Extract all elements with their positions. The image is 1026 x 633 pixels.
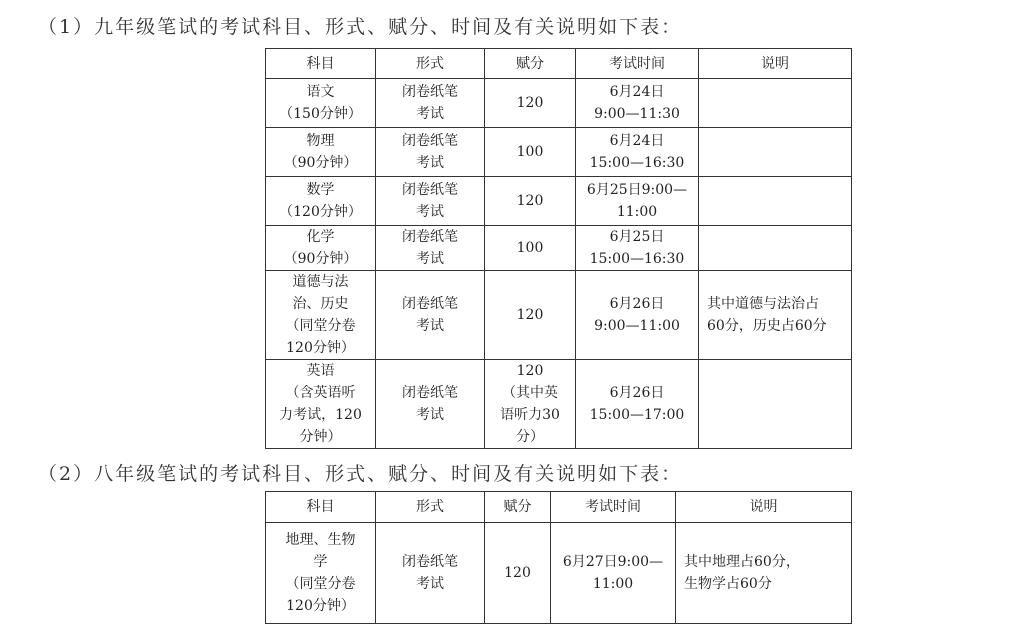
subject-cell-text: 120分钟） [286,340,355,356]
subject-cell-text: 物理 [306,133,335,149]
table-row [266,523,852,624]
header-time: 考试时间 [551,492,676,523]
time-cell-text: 6月24日 [609,133,665,149]
score-cell-text: 语听力30 [500,407,560,423]
time-cell [576,226,699,271]
time-cell-text: 6月25日 [609,229,665,245]
subject-cell-text: 力考试，120 [279,407,362,423]
score-cell-text: 120 [516,363,544,379]
table-row [266,177,852,226]
grade8-exam-table [265,491,852,624]
table-header-row [266,49,852,79]
note-cell-text: 生物学占60分 [684,576,772,592]
header-score: 赋分 [485,492,551,523]
time-cell-text: 9:00—11:00 [594,318,680,334]
header-subject: 科目 [266,492,376,523]
grade9-exam-table [265,48,852,449]
subject-cell-text: （同堂分卷 [285,576,356,592]
subject-cell-text: （120分钟） [279,204,362,220]
note-cell [699,79,852,128]
score-cell [485,79,576,128]
note-cell-text: 其中地理占60分， [684,554,800,570]
score-cell-text: 120 [516,307,544,323]
header-time: 考试时间 [576,49,699,79]
score-cell-text: 120 [516,193,544,209]
subject-cell [266,128,376,177]
time-cell [576,79,699,128]
subject-cell [266,271,376,360]
format-cell-text: 闭卷纸笔 [402,182,458,198]
subject-cell-text: 分钟） [299,429,342,445]
time-cell [551,523,676,624]
time-cell-text: 6月26日 [609,296,665,312]
subject-cell-text: （90分钟） [283,155,358,171]
time-cell [576,128,699,177]
table-row [266,360,852,449]
score-cell [485,128,576,177]
note-cell [699,128,852,177]
subject-cell-text: （同堂分卷 [285,318,356,334]
time-cell [576,271,699,360]
format-cell-text: 考试 [416,407,444,423]
time-cell-text: 11:00 [592,576,634,592]
format-cell-text: 闭卷纸笔 [402,84,458,100]
score-cell [485,523,551,624]
format-cell-text: 闭卷纸笔 [402,133,458,149]
note-cell [699,226,852,271]
format-cell-text: 闭卷纸笔 [402,554,458,570]
score-cell [485,271,576,360]
score-cell-text: 分） [516,429,544,445]
subject-cell-text: 英语 [306,363,335,379]
score-cell-text: 120 [504,565,531,581]
time-cell-text: 6月24日 [609,84,665,100]
format-cell-text: 考试 [416,106,444,122]
subject-cell [266,226,376,271]
score-cell-text: （其中英 [502,385,558,401]
note-cell [676,523,852,624]
note-cell [699,360,852,449]
format-cell [376,226,485,271]
table-row [266,79,852,128]
note-cell-text: 60分，历史占60分 [707,318,827,334]
format-cell [376,128,485,177]
time-cell-text: 15:00—16:30 [589,251,685,267]
subject-cell-text: （含英语听 [285,385,356,401]
header-score: 赋分 [485,49,576,79]
format-cell-text: 考试 [416,318,444,334]
header-subject: 科目 [266,49,376,79]
format-cell [376,360,485,449]
time-cell-text: 6月27日9:00— [562,554,664,570]
subject-cell-text: 语文 [306,84,335,100]
table-row [266,128,852,177]
time-cell-text: 11:00 [616,204,658,220]
subject-cell-text: 化学 [306,229,335,245]
format-cell-text: 考试 [416,576,444,592]
note-cell [699,177,852,226]
format-cell-text: 考试 [416,155,444,171]
time-cell [576,177,699,226]
score-cell [485,226,576,271]
subject-cell-text: （90分钟） [283,251,358,267]
format-cell-text: 闭卷纸笔 [402,296,458,312]
note-cell [699,271,852,360]
section1-heading: （1）九年级笔试的考试科目、形式、赋分、时间及有关说明如下表： [38,16,683,38]
time-cell-text: 6月25日9:00— [586,182,688,198]
table-row [266,271,852,360]
subject-cell [266,360,376,449]
time-cell-text: 6月26日 [609,385,665,401]
format-cell-text: 闭卷纸笔 [402,229,458,245]
header-note: 说明 [699,49,852,79]
score-cell [485,360,576,449]
subject-cell-text: 学 [313,554,328,570]
score-cell [485,177,576,226]
header-format: 形式 [376,49,485,79]
time-cell-text: 15:00—16:30 [589,155,685,171]
format-cell [376,79,485,128]
time-cell-text: 9:00—11:30 [594,106,680,122]
score-cell-text: 120 [516,95,544,111]
table-row [266,226,852,271]
format-cell [376,523,485,624]
score-cell-text: 100 [516,240,544,256]
time-cell [576,360,699,449]
format-cell [376,177,485,226]
subject-cell-text: 地理、生物 [285,532,356,548]
header-note: 说明 [676,492,852,523]
subject-cell-text: （150分钟） [279,106,362,122]
format-cell-text: 考试 [416,204,444,220]
subject-cell-text: 治、历史 [292,296,349,312]
subject-cell-text: 数学 [306,182,335,198]
format-cell-text: 闭卷纸笔 [402,385,458,401]
format-cell [376,271,485,360]
subject-cell [266,79,376,128]
subject-cell-text: 120分钟） [286,598,355,614]
subject-cell [266,523,376,624]
subject-cell [266,177,376,226]
section2-heading: （2）八年级笔试的考试科目、形式、赋分、时间及有关说明如下表： [38,463,683,485]
table-header-row [266,492,852,523]
score-cell-text: 100 [516,144,544,160]
header-format: 形式 [376,492,485,523]
note-cell-text: 其中道德与法治占 [707,296,819,312]
format-cell-text: 考试 [416,251,444,267]
subject-cell-text: 道德与法 [292,274,349,290]
time-cell-text: 15:00—17:00 [589,407,685,423]
